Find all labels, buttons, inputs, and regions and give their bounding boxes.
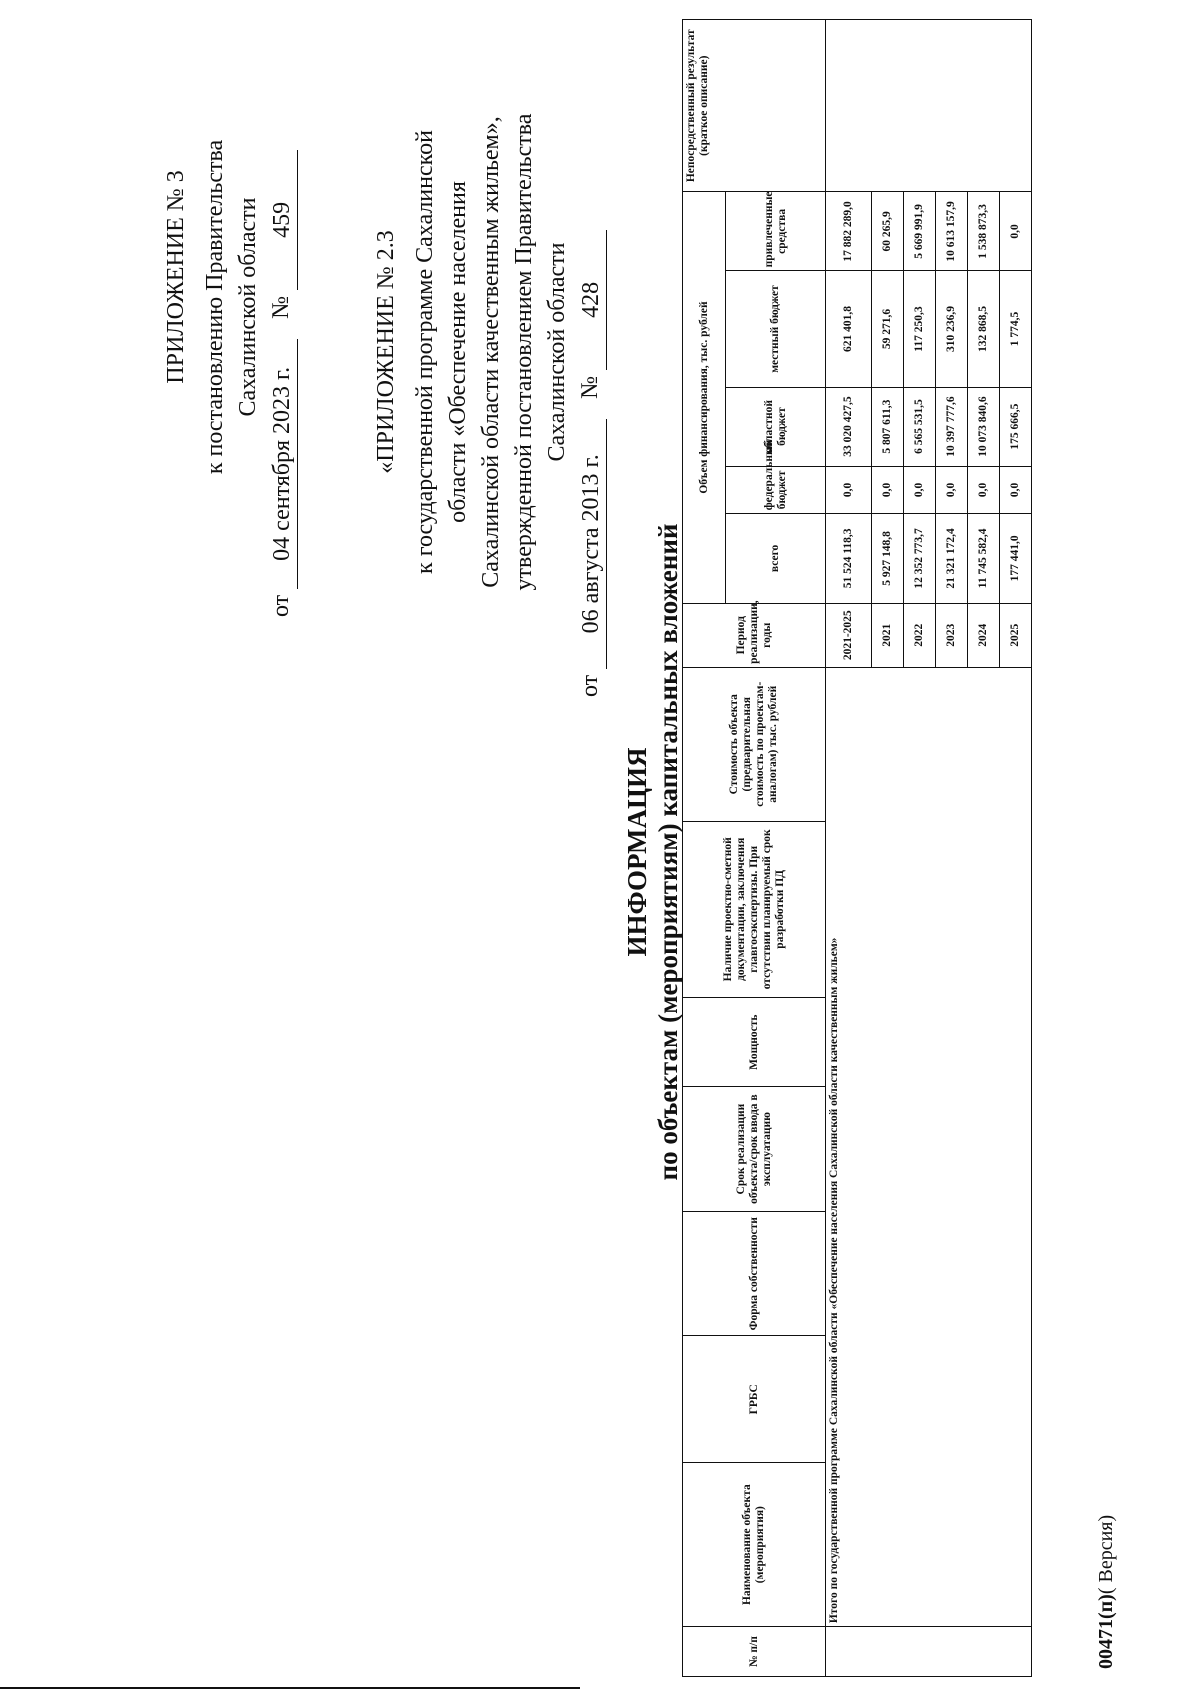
appendix-2-3-number: 428 [576,230,607,370]
header-psd: Наличие проектно-сметной документации, заключения главгосэкспертизы. При отсутствии планируемый срок разработки ПД [683,821,826,997]
header-period: Период реализации, годы [683,603,826,667]
appendix-3-title: ПРИЛОЖЕНИЕ № 3 [163,170,189,384]
appendix-2-3-signature-line [574,7,607,697]
federal-cell: 0,0 [968,466,1000,514]
regional-cell: 6 565 531,5 [904,387,936,466]
header-local: местный бюджет [726,271,826,387]
local-cell: 310 236,9 [936,271,968,387]
appendix-2-3-number-label: № [577,375,603,399]
header-total: всего [726,514,826,603]
regional-cell: 10 073 840,6 [968,387,1000,466]
federal-cell: 0,0 [904,466,936,514]
attracted-cell: 0,0 [1000,192,1032,271]
appendix-2-3-block [370,7,607,697]
header-name: Наименование объекта (мероприятия) [683,1463,826,1627]
total-cell: 177 441,0 [1000,514,1032,603]
header-ownership: Форма собственности [683,1211,826,1336]
total-cell: 5 927 148,8 [872,514,904,603]
period-cell: 2025 [1000,603,1032,667]
header-regional: областной бюджет [726,387,826,466]
local-cell: 117 250,3 [904,271,936,387]
local-cell: 1 774,5 [1000,271,1032,387]
header-cost: Стоимость объекта (предварительная стоимость по проектам-аналогам) тыс. рублей [683,667,826,821]
table-row [826,20,872,1677]
total-cell: 21 321 172,4 [936,514,968,603]
period-cell: 2022 [904,603,936,667]
attracted-cell: 17 882 289,0 [826,192,872,271]
attracted-cell: 5 669 991,9 [904,192,936,271]
appendix-3-signature-line [265,0,298,617]
attracted-cell: 10 613 157,9 [936,192,968,271]
document-subtitle: по объектам (мероприятиям) капитальных вложений [653,523,683,1181]
header-federal: федеральный бюджет [726,466,826,514]
appendix-3-block [160,0,298,617]
regional-cell: 5 807 611,3 [872,387,904,466]
appendix-2-3-date: 06 августа 2013 г. [576,419,607,669]
local-cell: 132 868,5 [968,271,1000,387]
regional-cell: 175 666,5 [1000,387,1032,466]
footer-version [1095,1515,1118,1669]
footer-version-label: ( Версия) [1095,1514,1117,1595]
row-num-cell [826,1627,1032,1677]
header-funding: Объем финансирования, тыс. рублей [683,192,726,603]
federal-cell: 0,0 [872,466,904,514]
result-cell [826,20,1032,192]
footer-code: 00471(п) [1095,1594,1117,1669]
appendix-2-3-line2: области «Обеспечение населения [445,181,471,523]
appendix-3-number: 459 [267,150,298,290]
appendix-2-3-line4: утвержденной постановлением Правительства [511,113,537,591]
document-title: ИНФОРМАЦИЯ [622,747,652,957]
period-cell: 2021 [872,603,904,667]
regional-cell: 10 397 777,6 [936,387,968,466]
federal-cell: 0,0 [936,466,968,514]
local-cell: 59 271,6 [872,271,904,387]
local-cell: 621 401,8 [826,271,872,387]
period-cell: 2023 [936,603,968,667]
attracted-cell: 60 265,9 [872,192,904,271]
appendix-2-3-from-label: от [577,674,603,697]
appendix-3-date: 04 сентября 2023 г. [267,339,298,589]
appendix-3-line1: к постановлению Правительства [202,139,228,475]
appendix-2-3-title: «ПРИЛОЖЕНИЕ № 2.3 [373,230,399,474]
total-cell: 12 352 773,7 [904,514,936,603]
period-cell: 2024 [968,603,1000,667]
header-term: Срок реализации объекта/срок ввода в эксплуатацию [683,1087,826,1212]
appendix-2-3-line3: Сахалинской области качественным жильем», [478,116,504,588]
appendix-2-3-line1: к государственной программе Сахалинской [412,130,438,574]
header-grbs: ГРБС [683,1336,826,1463]
attracted-cell: 1 538 873,3 [968,192,1000,271]
total-cell: 51 524 118,3 [826,514,872,603]
appendix-3-number-label: № [268,295,294,319]
federal-cell: 0,0 [1000,466,1032,514]
total-label: Итого по государственной программе Сахалинской области «Обеспечение населения Сахалинской области качественным жильем» [826,667,1032,1626]
capital-investments-table [682,19,1032,1677]
header-result: Непосредственный результат (краткое описание) [683,20,826,192]
appendix-3-line2: Сахалинской области [235,197,261,417]
federal-cell: 0,0 [826,466,872,514]
document-title-block [622,27,684,1677]
appendix-3-from-label: от [268,594,294,617]
regional-cell: 33 020 427,5 [826,387,872,466]
total-cell: 11 745 582,4 [968,514,1000,603]
header-attracted: привлеченные средства [726,192,826,271]
header-capacity: Мощность [683,998,826,1087]
period-cell: 2021-2025 [826,603,872,667]
header-num: № п/п [683,1627,826,1677]
appendix-2-3-line5: Сахалинской области [544,242,570,462]
